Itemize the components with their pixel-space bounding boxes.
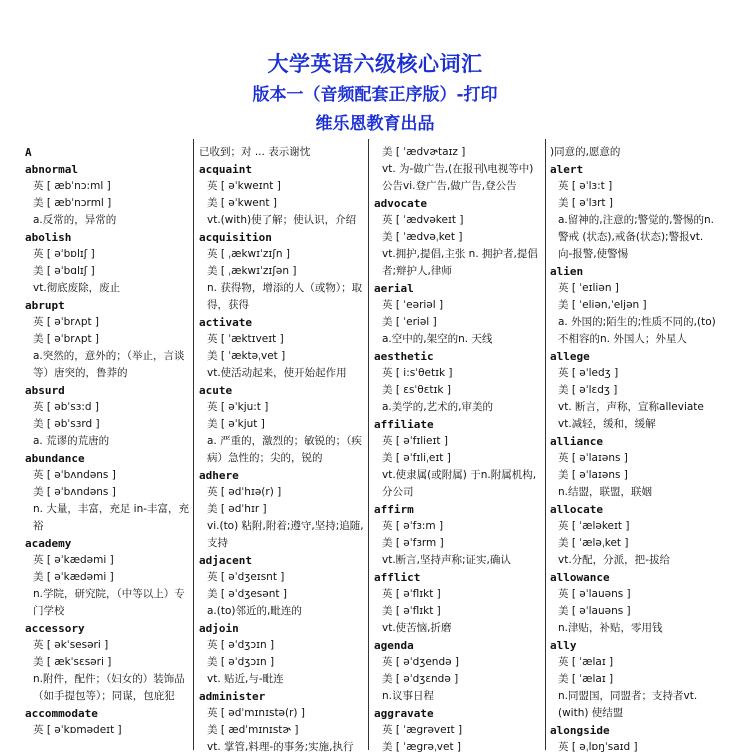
word-entry xyxy=(550,263,716,348)
column-4 xyxy=(550,144,716,756)
meaning: n.议事日程 xyxy=(382,690,434,702)
phonetic-us: 美 [ əˈkjut ] xyxy=(207,418,265,430)
meaning: n.附件，配件；（妇女的）装饰品（如手提包等）；同谋，包庇犯 xyxy=(33,673,185,702)
meaning: a.突然的，意外的；（举止，言谈等）唐突的，鲁莽的 xyxy=(33,350,185,379)
phonetic-uk: 英 [ əˈdʒendə ] xyxy=(382,656,460,668)
phonetic-uk: 英 [ əˈlɜ:t ] xyxy=(558,180,613,192)
phonetic-us: 美 [ əbˈsɜrd ] xyxy=(33,418,100,430)
headword: allocate xyxy=(550,503,603,516)
phonetic-uk: 英 [ əˈfɜ:m ] xyxy=(382,520,444,532)
word-entry xyxy=(550,161,716,263)
phonetic-us: 美 [ əˈlɜrt ] xyxy=(558,197,613,209)
word-entry xyxy=(199,229,365,314)
meaning: vi.(to) 粘附,附着;遵守,坚持;追随,支持 xyxy=(207,520,364,549)
phonetic-uk: 英 [ əˈdʒɔɪn ] xyxy=(207,639,275,651)
phonetic-uk: 英 [ əˈledʒ ] xyxy=(558,367,619,379)
phonetic-uk: 英 [ ˈægrəveɪt ] xyxy=(382,724,463,736)
meaning: vt.彻底废除，废止 xyxy=(33,282,121,294)
meaning: a. 严重的，激烈的；敏锐的；（疾病）急性的；尖的，锐的 xyxy=(207,435,362,464)
headword: acute xyxy=(199,384,233,397)
phonetic-uk: 英 [ əˌlɒŋˈsaɪd ] xyxy=(558,741,638,753)
meaning: vt.使隶属(或附属) 于n.附属机构,分公司 xyxy=(382,469,537,498)
phonetic-uk: 英 [ ədˈmɪnɪstə(r) ] xyxy=(207,707,305,719)
phonetic-uk: 英 [ əˈbɒlɪʃ ] xyxy=(33,248,95,260)
phonetic-us: 美 [ əˈkwent ] xyxy=(207,197,277,209)
phonetic-us: 美 [ əˈbɑlɪʃ ] xyxy=(33,265,95,277)
phonetic-uk: 英 [ əˈlaɪəns ] xyxy=(558,452,628,464)
meaning: n.学院，研究院，（中等以上）专门学校 xyxy=(33,588,185,617)
meaning: vt. 为-做广告,(在报刊\电视等中)公告vi.登广告,做广告,登公告 xyxy=(382,163,534,192)
phonetic-uk: 英 [ əˈflɪkt ] xyxy=(382,588,441,600)
word-entry xyxy=(550,501,716,569)
phonetic-uk: 英 [ əbˈsɜ:d ] xyxy=(33,401,99,413)
meaning: vt.断言,坚持声称;证实,确认 xyxy=(382,554,511,566)
word-entry xyxy=(199,314,365,382)
headword: alliance xyxy=(550,435,603,448)
phonetic-us: 美 [ ˈælaɪ ] xyxy=(558,673,614,685)
headword: alongside xyxy=(550,724,610,737)
headword: aesthetic xyxy=(374,350,434,363)
meaning: n.同盟国，同盟者；支持者vt.(with) 使结盟 xyxy=(558,690,698,719)
phonetic-uk: 英 [ ˌækwɪˈzɪʃn ] xyxy=(207,248,290,260)
headword: academy xyxy=(25,537,72,550)
meaning: n. 大量，丰富，充足 in-丰富，充裕 xyxy=(33,503,190,532)
word-entry xyxy=(550,569,716,637)
word-entry xyxy=(374,416,543,501)
phonetic-us: 美 [ əˈdʒɛndə ] xyxy=(382,673,459,685)
headword: ally xyxy=(550,639,577,652)
word-entry xyxy=(199,382,365,467)
phonetic-us: 美 [ əˈbrʌpt ] xyxy=(33,333,100,345)
headword: aerial xyxy=(374,282,414,295)
headword: advocate xyxy=(374,197,427,210)
headword: accommodate xyxy=(25,707,98,720)
phonetic-us: 美 [ ækˈsɛsəri ] xyxy=(33,656,112,668)
word-entry xyxy=(25,382,191,450)
meaning: vt.使苦恼,折磨 xyxy=(382,622,452,634)
column-2 xyxy=(199,144,365,756)
word-entry xyxy=(25,161,191,229)
headword: adjoin xyxy=(199,622,239,635)
phonetic-uk: 英 [ əˈkju:t ] xyxy=(207,401,269,413)
phonetic-uk: 英 [ ədˈhɪə(r) ] xyxy=(207,486,282,498)
phonetic-uk: 英 [ ˈælaɪ ] xyxy=(558,656,614,668)
document-subtitle: 版本一（音频配套正序版）-打印 xyxy=(252,85,498,105)
phonetic-us: 美 [ əˈlaɪəns ] xyxy=(558,469,628,481)
headword: adhere xyxy=(199,469,239,482)
meaning: vt. 贴近,与-毗连 xyxy=(207,673,284,685)
column-1 xyxy=(25,144,191,739)
word-entry xyxy=(550,348,716,433)
phonetic-us: 美 [ æbˈnɔrml ] xyxy=(33,197,112,209)
phonetic-us: 美 [ ˈægrəˌvet ] xyxy=(382,741,462,753)
phonetic-us: 美 [ əˈfɜrm ] xyxy=(382,537,444,549)
phonetic-us: 美 [ əˈbʌndəns ] xyxy=(33,486,116,498)
word-entry xyxy=(550,722,716,756)
meaning: vt.(with)使了解；使认识，介绍 xyxy=(207,214,357,226)
meaning: vt.分配，分派，把-拔给 xyxy=(558,554,670,566)
word-entry xyxy=(550,433,716,501)
headword: abrupt xyxy=(25,299,65,312)
meaning: vt.使活动起来，使开始起作用 xyxy=(207,367,347,379)
phonetic-uk: 英 [ i:sˈθetɪk ] xyxy=(382,367,453,379)
word-entry xyxy=(374,705,543,756)
phonetic-us: 美 [ əˈfɪliˌeɪt ] xyxy=(382,452,451,464)
column-3 xyxy=(374,144,543,756)
phonetic-us: 美 [ əˈlauəns ] xyxy=(558,605,631,617)
phonetic-us: 美 [ ˈædvəˌket ] xyxy=(382,231,463,243)
phonetic-us: 美 [ əˈflɪkt ] xyxy=(382,605,441,617)
phonetic-us: 美 [ ədˈhɪr ] xyxy=(207,503,267,515)
phonetic-uk: 英 [ ˈæktɪveɪt ] xyxy=(207,333,284,345)
phonetic-uk: 英 [ əˈkɒmədeɪt ] xyxy=(33,724,122,736)
headword: acquaint xyxy=(199,163,252,176)
phonetic-us: 美 [ ˈædvɚtaɪz ] xyxy=(382,146,466,158)
phonetic-us: 美 [ əˈdʒɔɪn ] xyxy=(207,656,275,668)
phonetic-us: 美 [ əˈdʒesənt ] xyxy=(207,588,287,600)
word-entry xyxy=(25,450,191,535)
word-entry xyxy=(374,501,543,569)
phonetic-us: 美 [ ɛsˈθɛtɪk ] xyxy=(382,384,451,396)
continued-text: )同意的,愿意的 xyxy=(550,146,621,158)
phonetic-uk: 英 [ əˈdʒeɪsnt ] xyxy=(207,571,285,583)
headword: allowance xyxy=(550,571,610,584)
headword: alien xyxy=(550,265,584,278)
word-entry xyxy=(374,348,543,416)
headword: affirm xyxy=(374,503,414,516)
meaning: n. 获得物，增添的人（或物）；取得，获得 xyxy=(207,282,363,311)
word-entry xyxy=(374,280,543,348)
phonetic-uk: 英 [ æbˈnɔ:ml ] xyxy=(33,180,111,192)
phonetic-uk: 英 [ əˈbrʌpt ] xyxy=(33,316,100,328)
phonetic-uk: 英 [ əˈkweɪnt ] xyxy=(207,180,281,192)
headword: abolish xyxy=(25,231,72,244)
headword: administer xyxy=(199,690,266,703)
phonetic-us: 美 [ ˈeriəl ] xyxy=(382,316,437,328)
phonetic-us: 美 [ ˈæktəˌvet ] xyxy=(207,350,286,362)
column-divider xyxy=(193,139,194,750)
meaning: a.美学的,艺术的,审美的 xyxy=(382,401,493,413)
meaning: a. 外国的;陌生的;性质不同的,(to)不相容的n. 外国人；外星人 xyxy=(558,316,716,345)
meaning: n.结盟，联盟，联姻 xyxy=(558,486,652,498)
headword: agenda xyxy=(374,639,414,652)
meaning: a.(to)邻近的,毗连的 xyxy=(207,605,302,617)
headword: abnormal xyxy=(25,163,78,176)
column-divider xyxy=(545,139,546,750)
word-entry xyxy=(25,229,191,297)
word-entry xyxy=(25,705,191,739)
meaning: vt. 掌管,料理-的事务;实施,执行 xyxy=(207,741,354,753)
phonetic-uk: 英 [ əkˈsesəri ] xyxy=(33,639,109,651)
headword: adjacent xyxy=(199,554,252,567)
headword: afflict xyxy=(374,571,421,584)
word-entry xyxy=(199,688,365,756)
phonetic-us: 美 [ ædˈmɪnɪstɚ ] xyxy=(207,724,299,736)
document-publisher: 维乐恩教育出品 xyxy=(315,114,435,134)
phonetic-us: 美 [ ˌækwɪˈzɪʃən ] xyxy=(207,265,297,277)
headword: acquisition xyxy=(199,231,272,244)
phonetic-uk: 英 [ ˈeəriəl ] xyxy=(382,299,444,311)
headword: accessory xyxy=(25,622,85,635)
headword: absurd xyxy=(25,384,65,397)
phonetic-us: 美 [ əˈlɛdʒ ] xyxy=(558,384,618,396)
word-entry xyxy=(199,552,365,620)
meaning: a.空中的,架空的n. 天线 xyxy=(382,333,493,345)
word-entry xyxy=(374,195,543,280)
word-entry xyxy=(199,467,365,552)
word-entry xyxy=(25,535,191,620)
word-entry xyxy=(199,161,365,229)
meaning: a.留神的,注意的;警觉的,警惕的n.警戒 (状态),戒备(状态);警报vt.向-报警,使警惕 xyxy=(558,214,714,260)
headword: allege xyxy=(550,350,590,363)
column-divider xyxy=(368,139,369,750)
section-letter: A xyxy=(25,146,32,159)
meaning: vt. 断言，声称，宣称alleviate vt.减轻，缓和，缓解 xyxy=(558,401,704,430)
phonetic-uk: 英 [ ˈædvəkeɪt ] xyxy=(382,214,464,226)
headword: aggravate xyxy=(374,707,434,720)
phonetic-uk: 英 [ əˈkædəmi ] xyxy=(33,554,114,566)
phonetic-uk: 英 [ əˈbʌndəns ] xyxy=(33,469,116,481)
phonetic-uk: 英 [ ˈeɪliən ] xyxy=(558,282,619,294)
headword: activate xyxy=(199,316,252,329)
continued-text: 已收到；对 ... 表示谢忱 xyxy=(199,146,311,158)
word-entry xyxy=(374,569,543,637)
phonetic-uk: 英 [ əˈlauəns ] xyxy=(558,588,631,600)
meaning: a. 荒谬的荒唐的 xyxy=(33,435,110,447)
meaning: n.津贴，补贴，零用钱 xyxy=(558,622,663,634)
word-entry xyxy=(199,620,365,688)
word-entry xyxy=(25,297,191,382)
phonetic-us: 美 [ əˈkædəmi ] xyxy=(33,571,114,583)
phonetic-us: 美 [ ˈeliən,ˈeljən ] xyxy=(558,299,647,311)
phonetic-uk: 英 [ ˈæləkeɪt ] xyxy=(558,520,630,532)
headword: alert xyxy=(550,163,584,176)
headword: affiliate xyxy=(374,418,434,431)
meaning: a.反常的，异常的 xyxy=(33,214,117,226)
phonetic-us: 美 [ ˈæləˌket ] xyxy=(558,537,629,549)
word-entry xyxy=(550,637,716,722)
word-entry xyxy=(374,637,543,705)
meaning: vt.拥护,提倡,主张 n. 拥护者,提倡者;辩护人,律师 xyxy=(382,248,538,277)
phonetic-uk: 英 [ əˈfɪlieɪt ] xyxy=(382,435,448,447)
document-title: 大学英语六级核心词汇 xyxy=(267,52,483,76)
word-entry xyxy=(25,620,191,705)
headword: abundance xyxy=(25,452,85,465)
